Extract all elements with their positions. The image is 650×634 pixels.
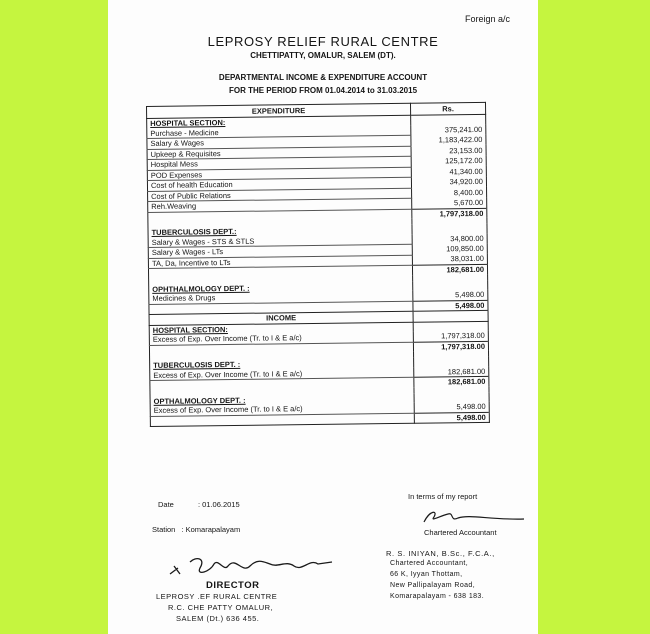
- income-tb-total: 182,681.00: [414, 376, 489, 387]
- account-period: FOR THE PERIOD FROM 01.04.2014 to 31.03.2015: [228, 86, 418, 95]
- director-stamp-pin: SALEM (Dt.) 636 455.: [176, 614, 260, 623]
- row-amount: 5,498.00: [413, 290, 488, 301]
- row-desc: Cost of Public Relations: [148, 188, 412, 202]
- row-amount: 5,670.00: [412, 197, 487, 208]
- rupees-header: Rs.: [410, 102, 485, 115]
- income-oph-total: 5,498.00: [414, 412, 489, 423]
- row-desc: Excess of Exp. Over Income (Tr. to I & E a/c): [149, 332, 413, 345]
- tb-section-heading: TUBERCULOSIS DEPT.:: [148, 225, 412, 238]
- row-amount: 38,031.00: [412, 254, 487, 265]
- row-desc: Hospital Mess: [147, 156, 411, 170]
- foreign-account-label: Foreign a/c: [464, 14, 510, 24]
- row-amount: 375,241.00: [411, 124, 486, 135]
- row-amount: 109,850.00: [412, 243, 487, 254]
- row-amount: 182,681.00: [414, 366, 489, 377]
- income-heading: INCOME: [149, 311, 413, 325]
- row-desc: POD Expenses: [147, 167, 411, 181]
- row-amount: 34,800.00: [412, 233, 487, 244]
- ca-name: R. S. INIYAN, B.Sc., F.C.A.,: [386, 549, 495, 558]
- director-title: DIRECTOR: [206, 580, 260, 591]
- row-amount: 1,797,318.00: [413, 331, 488, 342]
- row-amount: 8,400.00: [412, 187, 487, 198]
- row-amount: 125,172.00: [411, 155, 486, 166]
- row-amount: 41,340.00: [411, 166, 486, 177]
- report-terms: In terms of my report: [408, 492, 478, 501]
- organization-address: CHETTIPATTY, OMALUR, SALEM (DT).: [250, 51, 396, 60]
- station-line: [152, 525, 240, 534]
- ca-address-line: Chartered Accountant,: [390, 560, 469, 567]
- date-label: Date: [158, 500, 174, 509]
- ca-address-line: Komarapalayam - 638 183.: [390, 593, 485, 600]
- account-title: DEPARTMENTAL INCOME & EXPENDITURE ACCOUNT: [218, 73, 428, 82]
- hospital-total: 1,797,318.00: [412, 208, 487, 219]
- row-desc: Salary & Wages - STS & STLS: [148, 234, 412, 247]
- ca-address-line: 66 K, Iyyan Thottam,: [390, 571, 463, 578]
- expenditure-header: EXPENDITURE: [147, 103, 411, 118]
- row-amount: 34,920.00: [411, 176, 486, 187]
- date-value: : 01.06.2015: [197, 500, 240, 509]
- income-hospital-total: 1,797,318.00: [413, 341, 488, 352]
- row-amount: 5,498.00: [414, 402, 489, 413]
- income-hospital-heading: HOSPITAL SECTION:: [149, 322, 413, 335]
- row-desc: Excess of Exp. Over Income (Tr. to I & E a/c): [150, 403, 414, 416]
- row-desc: Purchase - Medicine: [147, 125, 411, 138]
- director-stamp-address: R.C. CHE PATTY OMALUR,: [168, 603, 274, 612]
- income-oph-heading: OPTHALMOLOGY DEPT. :: [150, 393, 414, 406]
- ca-address-line: New Pallipalayam Road,: [390, 582, 476, 589]
- ca-signature: [420, 508, 530, 528]
- tb-total: 182,681.00: [412, 264, 487, 275]
- row-desc: Excess of Exp. Over Income (Tr. to I & E a/c): [150, 367, 414, 380]
- row-amount: 23,153.00: [411, 145, 486, 156]
- director-signature: [166, 554, 336, 580]
- hospital-section-heading: HOSPITAL SECTION:: [147, 115, 411, 128]
- ca-title: Chartered Accountant: [424, 528, 497, 537]
- row-desc: Cost of health Education: [147, 177, 411, 191]
- oph-total: 5,498.00: [413, 300, 488, 311]
- row-amount: 1,183,422.00: [411, 134, 486, 145]
- income-tb-heading: TUBERCULOSIS DEPT. :: [150, 358, 414, 371]
- oph-section-heading: OPHTHALMOLOGY DEPT. :: [149, 281, 413, 294]
- row-desc: Salary & Wages: [147, 135, 411, 149]
- date-line: [158, 500, 240, 509]
- director-stamp-org: LEPROSY .EF RURAL CENTRE: [156, 592, 278, 601]
- row-desc: Salary & Wages - LTs: [148, 244, 412, 258]
- row-desc: TA, Da, Incentive to LTs: [148, 255, 412, 269]
- row-desc: Reh.Weaving: [148, 198, 412, 212]
- document-page: [108, 0, 538, 634]
- organization-name: LEPROSY RELIEF RURAL CENTRE: [207, 34, 439, 49]
- row-desc: Upkeep & Requisites: [147, 146, 411, 160]
- account-table: [146, 102, 490, 427]
- station-value: : Komarapalayam: [181, 525, 241, 534]
- row-desc: Medicines & Drugs: [149, 291, 413, 304]
- station-label: Station: [152, 525, 176, 534]
